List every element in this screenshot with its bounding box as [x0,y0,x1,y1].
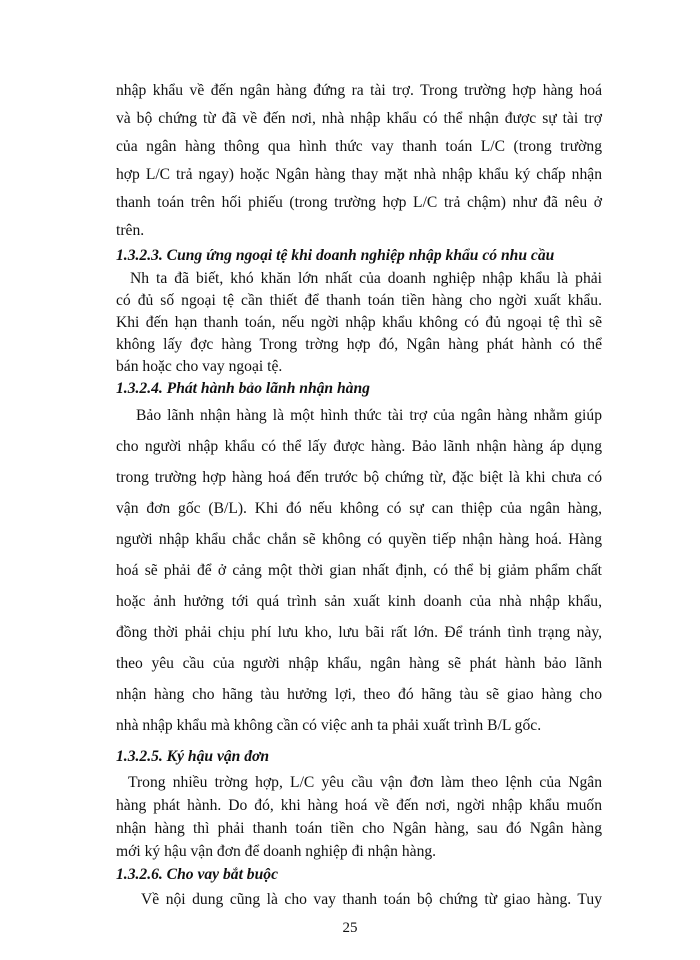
heading-1-3-2-3: 1.3.2.3. Cung ứng ngoại tệ khi doanh nghiệp nhập khẩu có nhu cầu [116,247,555,264]
paragraph-2-line-4: không lấy đợc hàng Trong trờng hợp đó, Ngân hàng phát hành có thể [116,336,602,353]
paragraph-3-line-6: hoá sẽ phải để ở cảng một thời gian nhất định, có thể bị giảm phẩm chất [116,562,602,579]
paragraph-3-line-5: người nhập khẩu chắc chắn sẽ không có quyền tiếp nhận hàng hoá. Hàng [116,531,602,548]
paragraph-2-line-1: Nh ta đã biết, khó khăn lớn nhất của doanh nghiệp nhập khẩu là phải [130,270,602,287]
paragraph-3-line-10: nhận hàng cho hãng tàu hưởng lợi, theo đó hãng tàu sẽ giao hàng cho [116,686,602,703]
paragraph-4-line-2: hàng phát hành. Do đó, khi hàng hoá về đến nơi, ngời nhập khẩu muốn [116,797,602,814]
paragraph-3-line-4: vận đơn gốc (B/L). Khi đó nếu không có sự can thiệp của ngân hàng, [116,500,602,517]
paragraph-5-line-1: Về nội dung cũng là cho vay thanh toán bộ chứng từ giao hàng. Tuy [141,891,602,908]
heading-1-3-2-5: 1.3.2.5. Ký hậu vận đơn [116,748,270,765]
paragraph-2-line-5: bán hoặc cho vay ngoại tệ. [116,358,283,375]
paragraph-3-line-1: Bảo lãnh nhận hàng là một hình thức tài trợ của ngân hàng nhằm giúp [136,407,602,424]
paragraph-3-line-8: đồng thời phải chịu phí lưu kho, lưu bãi rất lớn. Để tránh tình trạng này, [116,624,602,641]
paragraph-1-line-1: nhập khẩu về đến ngân hàng đứng ra tài trợ. Trong trường hợp hàng hoá [116,82,602,99]
heading-1-3-2-6: 1.3.2.6. Cho vay bắt buộc [116,866,278,883]
paragraph-3-line-3: trong trường hợp hàng hoá đến trước bộ chứng từ, đặc biệt là khi chưa có [116,469,602,486]
paragraph-3-line-11: nhà nhập khẩu mà không cần có việc anh ta phải xuất trình B/L gốc. [116,717,542,734]
paragraph-3-line-7: hoặc ảnh hưởng tới quá trình sản xuất kinh doanh của nhà nhập khẩu, [116,593,602,610]
paragraph-2-line-2: có đủ số ngoại tệ cần thiết để thanh toán tiền hàng cho ngời xuất khẩu. [116,292,602,309]
page-number: 25 [342,920,358,936]
heading-1-3-2-4: 1.3.2.4. Phát hành bảo lãnh nhận hàng [116,380,370,397]
paragraph-1-line-5: thanh toán trên hối phiếu (trong trường hợp L/C trả chậm) như đã nêu ở [116,194,602,211]
paragraph-4-line-4: mới ký hậu vận đơn để doanh nghiệp đi nhận hàng. [116,843,437,860]
paragraph-1-line-6: trên. [116,222,145,239]
paragraph-2-line-3: Khi đến hạn thanh toán, nếu ngời nhập khẩu không có đủ ngoại tệ thì sẽ [116,314,602,331]
paragraph-1-line-3: của ngân hàng thông qua hình thức vay thanh toán L/C (trong trường [116,138,602,155]
paragraph-4-line-1: Trong nhiều trờng hợp, L/C yêu cầu vận đơn làm theo lệnh của Ngân [128,774,602,791]
paragraph-4-line-3: nhận hàng thì phải thanh toán tiền cho Ngân hàng, sau đó Ngân hàng [116,820,602,837]
paragraph-3-line-2: cho người nhập khẩu có thể lấy được hàng. Bảo lãnh nhận hàng áp dụng [116,438,602,455]
paragraph-1-line-4: hợp L/C trả ngay) hoặc Ngân hàng thay mặt nhà nhập khẩu ký chấp nhận [116,166,602,183]
paragraph-1-line-2: và bộ chứng từ đã về đến nơi, nhà nhập khẩu có thể nhận được sự tài trợ [116,110,602,127]
paragraph-3-line-9: theo yêu cầu của người nhập khẩu, ngân hàng sẽ phát hành bảo lãnh [116,655,602,672]
